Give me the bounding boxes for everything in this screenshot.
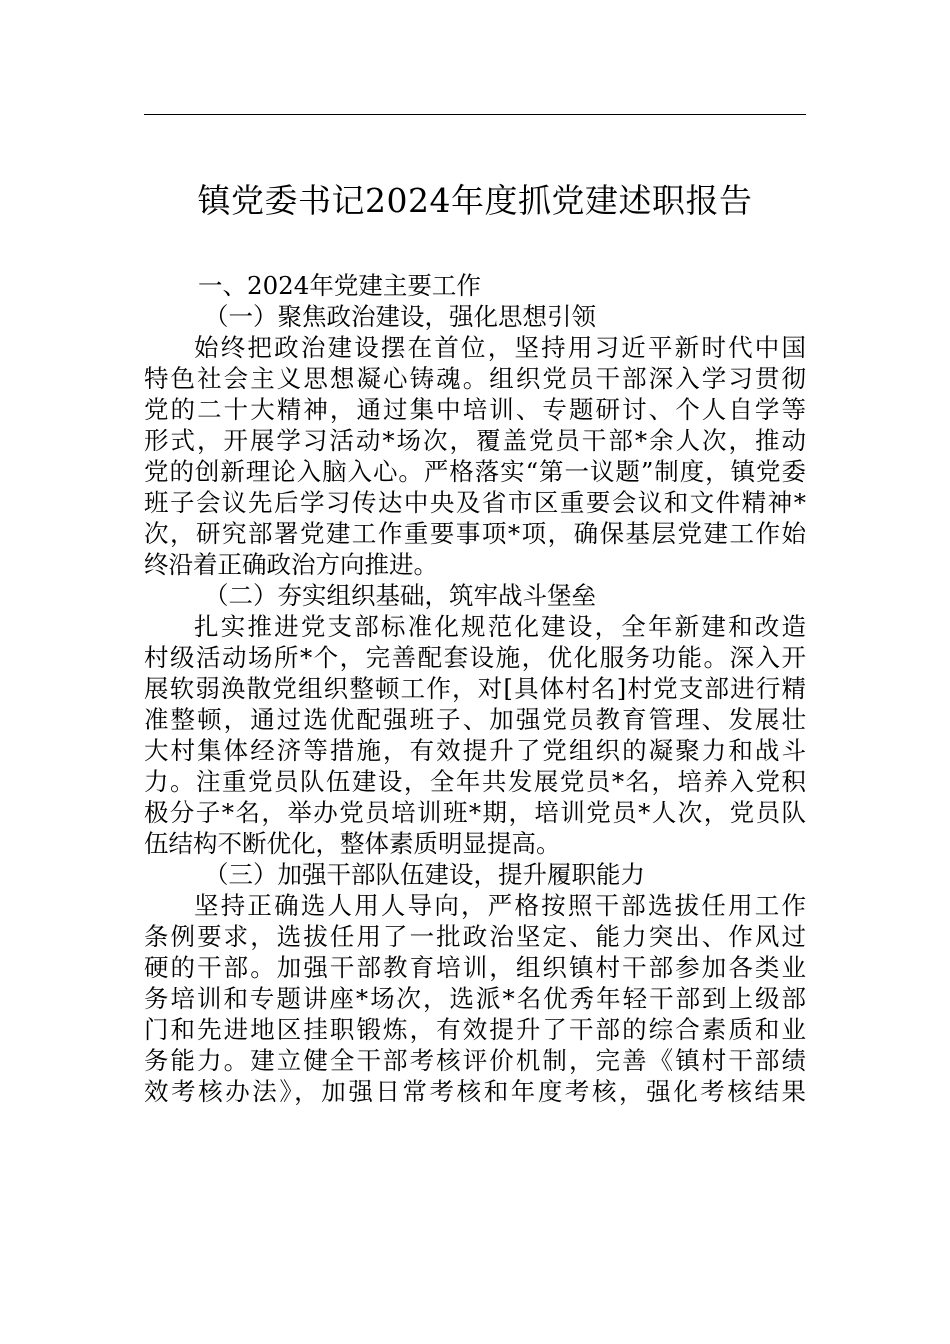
document-body [144,270,806,1107]
paragraph-line: 门和先进地区挂职锻炼，有效提升了干部的综合素质和业 [144,1015,806,1044]
paragraph-line: 村级活动场所*个，完善配套设施，优化服务功能。深入开 [144,643,806,672]
paragraph-line: 党的创新理论入脑入心。严格落实“第一议题”制度，镇党委 [144,457,806,486]
paragraph-line: 党的二十大精神，通过集中培训、专题研讨、个人自学等 [144,395,806,424]
paragraph-line: 班子会议先后学习传达中央及省市区重要会议和文件精神* [144,488,806,517]
paragraph-line: 特色社会主义思想凝心铸魂。组织党员干部深入学习贯彻 [144,364,806,393]
paragraph-line: 始终把政治建设摆在首位，坚持用习近平新时代中国 [194,333,806,362]
paragraph-line: 展软弱涣散党组织整顿工作，对[具体村名]村党支部进行精 [144,674,806,703]
paragraph-line: 伍结构不断优化，整体素质明显提高。 [144,829,561,858]
paragraph-line: 条例要求，选拔任用了一批政治坚定、能力突出、作风过 [144,922,806,951]
subsection-heading: （三）加强干部队伍建设，提升履职能力 [204,860,645,889]
paragraph-line: 坚持正确选人用人导向，严格按照干部选拔任用工作 [194,891,806,920]
paragraph-line: 终沿着正确政治方向推进。 [144,550,438,579]
subsection-heading: （一）聚焦政治建设，强化思想引领 [204,302,596,331]
paragraph-line: 效考核办法》，加强日常考核和年度考核，强化考核结果 [144,1077,806,1106]
paragraph-line: 力。注重党员队伍建设，全年共发展党员*名，培养入党积 [144,767,806,796]
paragraph-line: 次，研究部署党建工作重要事项*项，确保基层党建工作始 [144,519,806,548]
paragraph-line: 大村集体经济等措施，有效提升了党组织的凝聚力和战斗 [144,736,806,765]
paragraph-line: 准整顿，通过选优配强班子、加强党员教育管理、发展壮 [144,705,806,734]
document-title: 镇党委书记2024年度抓党建述职报告 [197,181,753,220]
paragraph-line: 硬的干部。加强干部教育培训，组织镇村干部参加各类业 [144,953,806,982]
paragraph-line: 扎实推进党支部标准化规范化建设，全年新建和改造 [194,612,806,641]
paragraph-line: 务能力。建立健全干部考核评价机制，完善《镇村干部绩 [144,1046,806,1075]
subsection-heading: （二）夯实组织基础，筑牢战斗堡垒 [204,581,596,610]
header-rule [144,114,806,115]
section-heading: 一、2024年党建主要工作 [198,271,481,300]
paragraph-line: 务培训和专题讲座*场次，选派*名优秀年轻干部到上级部 [144,984,806,1013]
paragraph-line: 形式，开展学习活动*场次，覆盖党员干部*余人次，推动 [144,426,806,455]
paragraph-line: 极分子*名，举办党员培训班*期，培训党员*人次，党员队 [144,798,806,827]
